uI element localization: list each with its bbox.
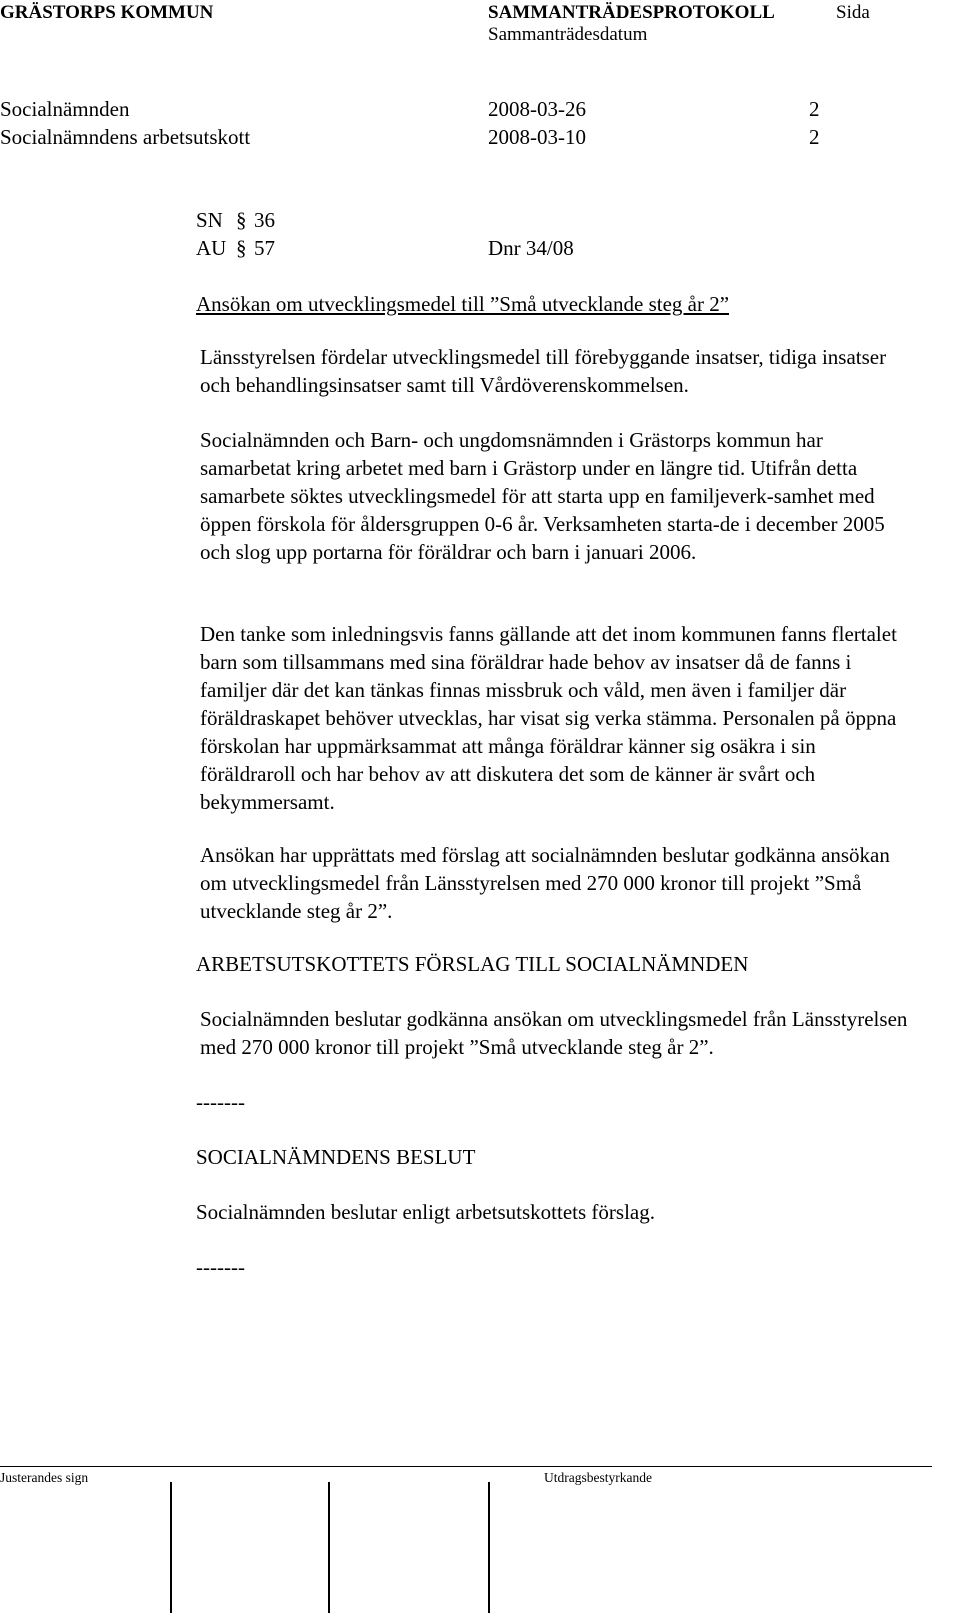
au-number: 57 bbox=[254, 236, 275, 260]
paragraph-text: Ansökan har upprättats med förslag att socialnämnden beslutar godkänna ansökan om utvecklingsmedel från Länsstyrelsen med 270 000 kronor till projekt ”Små utvecklande steg år 2”. bbox=[200, 843, 890, 923]
meeting-body: Socialnämnden bbox=[0, 97, 130, 121]
sn-number: 36 bbox=[254, 208, 275, 232]
sn-decision-text: Socialnämnden beslutar enligt arbetsutskottets förslag. bbox=[196, 1200, 655, 1224]
meeting-page: 2 bbox=[809, 125, 820, 149]
signature-field-divider bbox=[488, 1482, 490, 1613]
paragraph bbox=[200, 343, 900, 399]
meeting-date: 2008-03-26 bbox=[488, 97, 586, 121]
au-label: AU bbox=[196, 236, 227, 260]
utdragsbestyrkande-label: Utdragsbestyrkande bbox=[544, 1470, 652, 1485]
justerandes-sign-label: Justerandes sign bbox=[0, 1470, 89, 1485]
meeting-body: Socialnämndens arbetsutskott bbox=[0, 125, 251, 149]
au-proposal-heading: ARBETSUTSKOTTETS FÖRSLAG TILL SOCIALNÄMNDEN bbox=[196, 952, 749, 976]
paragraph-text: Den tanke som inledningsvis fanns gällande att det inom kommunen fanns flertalet barn som tillsammans med sina föräldrar hade behov av insatser då de fanns i familjer där det kan tänkas finnas missbruk och våld, men även i familjer där föräldraskapet behöver utvecklas, har visat sig verka stämma. Personalen på öppna förskolan har uppmärksammat att många föräldrar känner sig osäkra i sin föräldraroll och har behov av att diskutera det som de känner är svårt och bekymmersamt. bbox=[200, 622, 897, 814]
footer-rule bbox=[0, 1466, 932, 1467]
meeting-date: 2008-03-10 bbox=[488, 125, 586, 149]
paragraph bbox=[200, 620, 912, 816]
meeting-page: 2 bbox=[809, 97, 820, 121]
au-proposal-text: Socialnämnden beslutar godkänna ansökan om utvecklingsmedel från Länsstyrelsen med 270 000 kronor till projekt ”Små utvecklande steg år 2”. bbox=[200, 1007, 908, 1059]
sn-decision-heading: SOCIALNÄMNDENS BESLUT bbox=[196, 1145, 476, 1169]
paragraph bbox=[200, 841, 900, 925]
dnr: Dnr 34/08 bbox=[488, 236, 574, 260]
section-sign: § bbox=[236, 208, 247, 232]
municipality-name: GRÄSTORPS KOMMUN bbox=[0, 2, 214, 23]
separator: ------- bbox=[196, 1255, 245, 1279]
separator: ------- bbox=[196, 1090, 245, 1114]
paragraph-text: Socialnämnden och Barn- och ungdomsnämnden i Grästorps kommun har samarbetat kring arbetet med barn i Grästorp under en längre tid. Utifrån detta samarbete söktes utvecklingsmedel för att starta upp en familjeverk-samhet med öppen förskola för åldersgruppen 0-6 år. Verksamheten starta-de i december 2005 och slog upp portarna för föräldrar och barn i januari 2006. bbox=[200, 428, 885, 564]
protocol-title: SAMMANTRÄDESPROTOKOLL bbox=[488, 2, 775, 23]
au-proposal-text-block bbox=[200, 1005, 920, 1061]
section-sign: § bbox=[236, 236, 247, 260]
signature-field-divider bbox=[328, 1482, 330, 1613]
case-title: Ansökan om utvecklingsmedel till ”Små utvecklande steg år 2” bbox=[196, 292, 730, 316]
paragraph-text: Länsstyrelsen fördelar utvecklingsmedel till förebyggande insatser, tidiga insatser och behandlingsinsatser samt till Vårdöverenskommelsen. bbox=[200, 345, 887, 397]
sn-label: SN bbox=[196, 208, 223, 232]
paragraph bbox=[200, 426, 912, 566]
meeting-date-label: Sammanträdesdatum bbox=[488, 24, 648, 45]
page-label: Sida bbox=[836, 2, 870, 23]
signature-field-divider bbox=[170, 1482, 172, 1613]
